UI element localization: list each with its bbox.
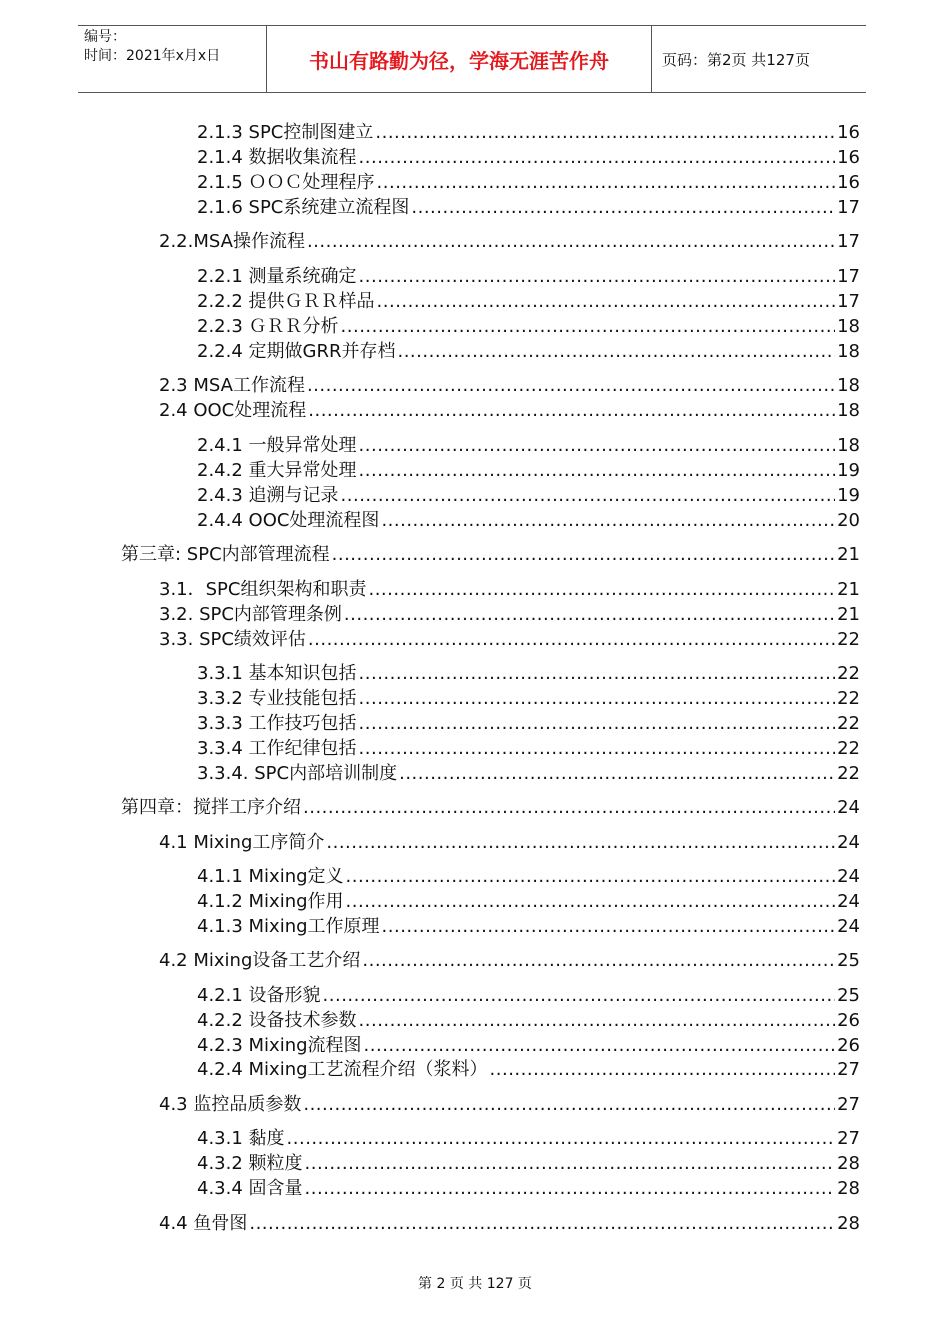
toc-entry-label: 4.1.2 Mixing作用 [197,891,344,912]
toc-entry[interactable] [121,543,860,567]
toc-entry-page: 25 [837,950,860,971]
toc-entry-page: 19 [837,485,860,506]
toc-entry[interactable] [197,712,860,736]
toc-entry[interactable] [197,340,860,364]
toc-entry-label: 4.1 Mixing工序简介 [159,832,325,853]
toc-entry-label: 4.1.1 Mixing定义 [197,866,344,887]
toc-entry-page: 24 [837,891,860,912]
toc-entry-page: 19 [837,460,860,481]
toc-entry-label: 3.3. SPC绩效评估 [159,629,306,650]
toc-entry-label: 2.2.MSA操作流程 [159,231,305,252]
toc-entry-label: 2.2.1 测量系统确定 [197,266,357,287]
toc-entry-page: 22 [837,663,860,684]
toc-entry-label: 2.1.4 数据收集流程 [197,147,357,168]
document-time-label: 时间：2021年x月x日 [84,48,221,64]
toc-entry-label: 4.2.1 设备形貌 [197,985,321,1006]
toc-entry-page: 25 [837,985,860,1006]
toc-entry-page: 17 [837,266,860,287]
toc-entry-label: 3.1．SPC组织架构和职责 [159,579,367,600]
toc-entry[interactable] [159,1212,860,1236]
header-motto: 书山有路勤为径，学海无涯苦作舟 [266,26,652,92]
toc-entry-page: 22 [837,738,860,759]
toc-entry-label: 3.3.2 专业技能包括 [197,688,357,709]
toc-entry[interactable] [197,1127,860,1151]
toc-entry-label: 2.1.6 SPC系统建立流程图 [197,197,410,218]
toc-entry-page: 16 [837,147,860,168]
toc-entry-label: 第三章: SPC内部管理流程 [121,544,330,565]
page-footer: 第 2 页 共 127 页 [418,1276,532,1292]
toc-entry[interactable] [197,196,860,220]
toc-entry[interactable] [197,865,860,889]
toc-entry-page: 26 [837,1035,860,1056]
toc-entry[interactable] [197,290,860,314]
toc-entry-page: 20 [837,510,860,531]
toc-entry[interactable] [197,915,860,939]
toc-entry[interactable] [159,578,860,602]
toc-entry[interactable] [159,1093,860,1117]
toc-entry-label: 4.2.3 Mixing流程图 [197,1035,362,1056]
toc-entry-label: 4.2.4 Mixing工艺流程介绍（浆料） [197,1059,488,1080]
toc-entry[interactable] [197,434,860,458]
toc-entry-label: 3.3.3 工作技巧包括 [197,713,357,734]
document-number-label: 编号： [84,29,126,45]
toc-entry-label: 2.2.3 ＧＲＲ分析 [197,316,339,337]
toc-entry-page: 24 [837,832,860,853]
toc-entry-label: 4.3 监控品质参数 [159,1094,302,1115]
toc-entry-page: 18 [837,435,860,456]
toc-entry-page: 18 [837,316,860,337]
toc-entry[interactable] [159,628,860,652]
toc-entry[interactable] [159,831,860,855]
toc-entry-label: 3.3.4. SPC内部培训制度 [197,763,398,784]
toc-entry[interactable] [197,890,860,914]
toc-entry-label: 2.3 MSA工作流程 [159,375,305,396]
toc-entry-label: 2.4 OOC处理流程 [159,400,307,421]
toc-entry-page: 28 [837,1178,860,1199]
toc-entry-page: 16 [837,172,860,193]
toc-entry-label: 4.1.3 Mixing工作原理 [197,916,380,937]
toc-entry-label: 4.3.4 固含量 [197,1178,303,1199]
toc-entry[interactable] [197,265,860,289]
toc-entry[interactable] [197,662,860,686]
toc-entry[interactable] [121,796,860,820]
toc-entry[interactable] [197,171,860,195]
toc-entry-label: 2.4.4 OOC处理流程图 [197,510,380,531]
toc-entry[interactable] [197,459,860,483]
toc-entry[interactable] [197,1009,860,1033]
toc-entry-label: 2.2.2 提供ＧＲＲ样品 [197,291,375,312]
toc-entry-label: 4.2.2 设备技术参数 [197,1010,357,1031]
toc-entry-label: 2.2.4 定期做GRR并存档 [197,341,396,362]
toc-entry-label: 3.3.4 工作纪律包括 [197,738,357,759]
toc-entry[interactable] [197,509,860,533]
header-page-info: 页码：第2页 共127页 [662,50,810,69]
toc-entry-label: 4.2 Mixing设备工艺介绍 [159,950,361,971]
toc-entry[interactable] [197,315,860,339]
toc-entry-label: 2.1.3 SPC控制图建立 [197,122,374,143]
header-meta [78,26,266,92]
toc-entry-page: 24 [837,797,860,818]
toc-entry-page: 28 [837,1153,860,1174]
toc-entry[interactable] [159,949,860,973]
toc-entry[interactable] [159,603,860,627]
toc-entry-page: 24 [837,866,860,887]
toc-entry-page: 18 [837,341,860,362]
toc-entry-label: 2.4.2 重大异常处理 [197,460,357,481]
toc-entry-page: 18 [837,375,860,396]
toc-entry-page: 18 [837,400,860,421]
toc-entry-page: 22 [837,763,860,784]
toc-entry-label: 4.3.1 黏度 [197,1128,285,1149]
toc-entry-page: 27 [837,1059,860,1080]
toc-entry-label: 3.2. SPC内部管理条例 [159,604,342,625]
toc-entry-label: 4.4 鱼骨图 [159,1213,248,1234]
toc-entry-page: 27 [837,1128,860,1149]
toc-entry[interactable] [197,1152,860,1176]
toc-entry[interactable] [197,687,860,711]
toc-entry-label: 第四章：搅拌工序介绍 [121,797,301,818]
toc-entry-page: 17 [837,231,860,252]
toc-entry[interactable] [197,1058,860,1082]
toc-entry[interactable] [197,484,860,508]
toc-entry-page: 22 [837,713,860,734]
toc-entry-page: 22 [837,688,860,709]
toc-entry[interactable] [197,984,860,1008]
toc-entry[interactable] [197,737,860,761]
page-header [78,25,866,93]
toc-entry[interactable] [197,146,860,170]
toc-entry[interactable] [159,374,860,398]
toc-entry-label: 2.1.5 ＯＯＣ处理程序 [197,172,375,193]
toc-entry[interactable] [197,121,860,145]
toc-entry[interactable] [197,1177,860,1201]
toc-entry[interactable] [197,1034,860,1058]
toc-entry-page: 26 [837,1010,860,1031]
toc-entry-label: 3.3.1 基本知识包括 [197,663,357,684]
toc-entry-page: 28 [837,1213,860,1234]
toc-entry-page: 27 [837,1094,860,1115]
toc-entry[interactable] [159,230,860,254]
toc-entry-label: 2.4.1 一般异常处理 [197,435,357,456]
toc-entry-page: 16 [837,122,860,143]
toc-entry-page: 17 [837,291,860,312]
toc-entry-page: 21 [837,544,860,565]
toc-entry[interactable] [159,399,860,423]
toc-entry-page: 21 [837,604,860,625]
toc-entry[interactable] [197,762,860,786]
toc-entry-label: 2.4.3 追溯与记录 [197,485,339,506]
toc-entry-page: 24 [837,916,860,937]
toc-entry-page: 22 [837,629,860,650]
toc-entry-page: 17 [837,197,860,218]
toc-entry-label: 4.3.2 颗粒度 [197,1153,303,1174]
toc-entry-page: 21 [837,579,860,600]
